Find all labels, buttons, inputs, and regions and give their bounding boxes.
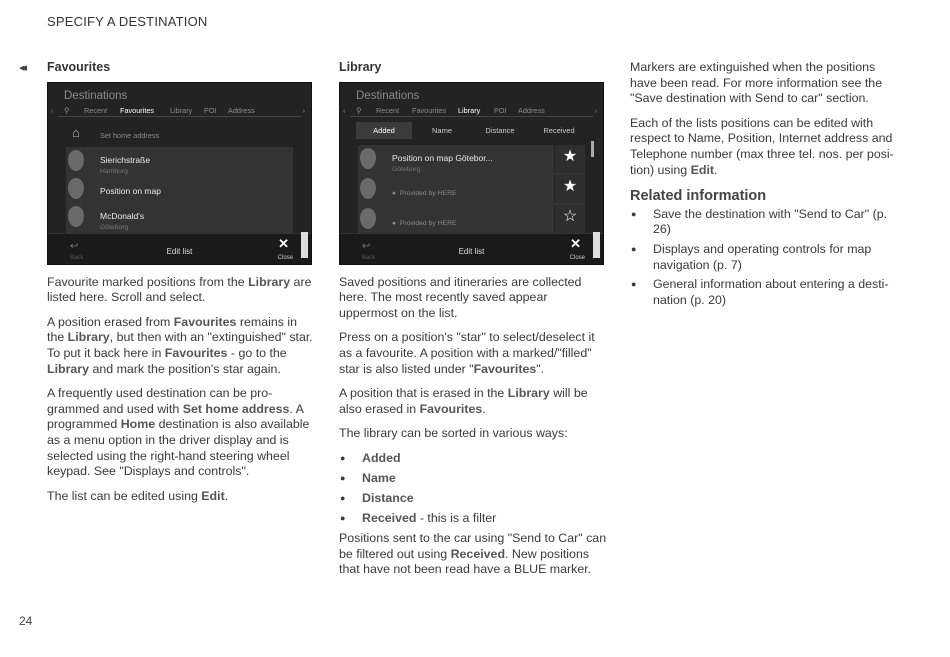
edit-list-button[interactable]: Edit list [166, 246, 193, 256]
chevron-right-icon[interactable]: › [594, 105, 597, 115]
text: Edit [690, 162, 715, 177]
favourites-screen [47, 82, 312, 265]
sort-tab-added[interactable]: Added [356, 122, 412, 139]
info-column [630, 60, 898, 312]
set-home-label: Set home address [100, 130, 160, 140]
chevron-left-icon[interactable]: ‹ [51, 105, 54, 115]
sort-tab-name[interactable]: Name [431, 125, 452, 135]
list-item [339, 471, 607, 487]
tab-address[interactable]: Address [518, 105, 545, 115]
tab-poi[interactable]: POI [204, 105, 217, 115]
tab-library[interactable]: Library [458, 105, 481, 115]
text: Edit [201, 488, 225, 503]
scrollbar[interactable] [591, 141, 594, 157]
related-list [630, 207, 898, 309]
screen-bottom-bar [48, 233, 311, 264]
sort-tab-distance[interactable]: Distance [485, 125, 515, 135]
item-title: ● Provided by HERE [392, 189, 457, 197]
text: Favourites [419, 401, 483, 416]
paragraph [339, 386, 607, 417]
list-item[interactable] [358, 205, 585, 235]
paragraph [630, 116, 898, 178]
text: . New positions that have not been read have a BLUE marker. [339, 546, 592, 577]
text: Set home address [182, 401, 290, 416]
text: and mark the position's star again. [89, 361, 281, 376]
paragraph: The library can be sorted in various ways: [339, 426, 568, 441]
text: remains in the [47, 314, 298, 345]
paragraph [339, 330, 607, 377]
favourites-title: Favourites [47, 60, 111, 74]
chevron-right-icon[interactable]: › [302, 105, 305, 115]
paragraph [339, 531, 607, 578]
pin-icon [360, 178, 376, 199]
image-code [593, 232, 600, 258]
home-icon: ⌂ [72, 124, 80, 140]
paragraph: Markers are extinguished when the positions have been read. For more information see the "Save destination with Send to car" section. [630, 60, 883, 106]
text: - go to the [227, 345, 287, 360]
item-title: Sierichstraße [100, 154, 151, 165]
divider [58, 116, 301, 117]
tab-recent[interactable]: Recent [376, 105, 400, 115]
page-number: 24 [19, 614, 33, 628]
text: ". [536, 361, 545, 376]
text: . [714, 162, 718, 177]
image-code [301, 232, 308, 258]
item-title: ● Provided by HERE [392, 219, 457, 227]
screen-title: Destinations [356, 89, 420, 102]
pin-icon [360, 148, 376, 169]
text: Library [248, 274, 291, 289]
page-header: SPECIFY A DESTINATION [47, 14, 208, 29]
screen-title: Destinations [64, 89, 128, 102]
magnifier-icon[interactable]: ⚲ [64, 105, 70, 115]
text: Each of the lists positions can be edited with respect to Name, Position, Internet address and Telephone number (max three tel. nos. per position) using [630, 115, 894, 177]
favourite-toggle[interactable] [554, 205, 585, 233]
tab-favourites[interactable]: Favourites [120, 105, 155, 115]
divider [350, 116, 593, 117]
tab-favourites[interactable]: Favourites [412, 105, 447, 115]
star-filled-icon: ★ [562, 147, 578, 165]
text: A position erased from [47, 314, 174, 329]
edit-list-button[interactable]: Edit list [458, 246, 485, 256]
text: Library [47, 361, 90, 376]
tab-library[interactable]: Library [170, 105, 193, 115]
text: Favourites [164, 345, 228, 360]
related-information-title: Related information [630, 188, 767, 205]
item-subtitle: Göteborg [100, 223, 129, 231]
pin-icon [68, 150, 84, 171]
paragraph: Saved positions and itineraries are collected here. The most recently saved appear uppermost on the list. [339, 274, 582, 320]
close-label: Close [569, 254, 585, 261]
text: Library [507, 386, 550, 401]
favourites-column [47, 60, 315, 513]
item-title: Position on map [100, 185, 161, 196]
paragraph [47, 275, 315, 306]
text: Positions sent to the car using "Send to Car" can be filtered out using [339, 531, 607, 561]
text: Name [362, 470, 396, 485]
text: Press on a position's "star" to select/deselect it as a favourite. A position with a marked/"filled" star is also listed under " [339, 330, 595, 376]
back-label: Back [70, 254, 84, 261]
text: Favourites [473, 361, 537, 376]
back-icon[interactable]: ↩ [362, 240, 371, 252]
screen-tabs [340, 103, 603, 115]
paragraph [47, 489, 315, 505]
back-icon[interactable]: ↩ [70, 240, 79, 252]
text: are listed here. Scroll and select. [47, 274, 312, 305]
favourite-toggle[interactable] [554, 175, 585, 203]
pin-icon [68, 178, 84, 199]
list-item[interactable] [66, 147, 293, 177]
list-item[interactable] [66, 175, 293, 205]
text: Favourites [173, 314, 237, 329]
favourite-toggle[interactable] [554, 145, 585, 173]
item-subtitle: Hamburg [100, 167, 128, 175]
list-item[interactable] [358, 175, 585, 205]
sort-tabs [356, 122, 587, 139]
text: , but then with an "extinguished" star. To put it back here in [47, 330, 313, 360]
text: . [224, 488, 229, 503]
list-item [339, 511, 607, 527]
pin-icon [360, 208, 376, 229]
list-item[interactable] [66, 203, 293, 233]
chevron-left-icon[interactable]: ‹ [343, 105, 346, 115]
text: Added [362, 450, 401, 465]
related-link[interactable]: ● General information about entering a destination (p. 20) [630, 277, 898, 308]
text: will be also erased in [339, 386, 588, 416]
related-link[interactable]: ● Displays and operating controls for map navigation (p. 7) [630, 242, 898, 273]
text: Received [362, 510, 417, 525]
screen-bottom-bar [340, 233, 603, 264]
library-screen [339, 82, 604, 265]
paragraph [47, 315, 315, 377]
sort-tab-received[interactable]: Received [543, 125, 575, 135]
text: - this is a filter [416, 510, 497, 525]
tab-address[interactable]: Address [228, 105, 255, 115]
text: Favourite marked positions from the [47, 274, 249, 289]
text: A frequently used destination can be programmed and used with [47, 386, 273, 416]
provider-text: Provided by HERE [399, 189, 457, 197]
text: Library [67, 330, 110, 345]
library-column [339, 60, 607, 587]
text: destination is also available as a menu option in the driver display and is selected using the right-hand steering wheel keypad. See "Displays and controls". [47, 417, 310, 479]
text: Home [120, 417, 156, 432]
star-outline-icon: ☆ [562, 207, 578, 225]
back-label: Back [362, 254, 376, 261]
close-icon[interactable]: ✕ [278, 235, 289, 251]
paragraph [47, 386, 315, 480]
text: . [482, 401, 486, 416]
provider-text: Provided by HERE [399, 219, 457, 227]
text: Received [450, 546, 506, 561]
item-title: McDonald's [100, 210, 145, 221]
close-label: Close [277, 254, 293, 261]
list-item[interactable] [358, 145, 585, 175]
set-home-row[interactable] [66, 119, 293, 149]
related-link[interactable]: ● Save the destination with "Send to Car" (p. 26) [630, 207, 898, 238]
text: A position that is erased in the [339, 386, 508, 401]
text: The list can be edited using [47, 488, 202, 503]
tab-recent[interactable]: Recent [84, 105, 108, 115]
text: Distance [362, 490, 414, 505]
tab-poi[interactable]: POI [494, 105, 507, 115]
item-title: Position on map Götebor... [392, 152, 493, 163]
list-item [339, 451, 607, 467]
item-subtitle: Göteborg [392, 165, 421, 173]
screen-tabs [48, 103, 311, 115]
pin-icon [68, 206, 84, 227]
star-filled-icon: ★ [562, 177, 578, 195]
close-icon[interactable]: ✕ [570, 235, 581, 251]
sort-list [339, 451, 607, 526]
magnifier-icon[interactable]: ⚲ [356, 105, 362, 115]
back-arrows-icon: ◂◂ [19, 62, 25, 74]
text: . A programmed [47, 401, 304, 432]
library-title: Library [339, 60, 382, 74]
list-item [339, 491, 607, 507]
